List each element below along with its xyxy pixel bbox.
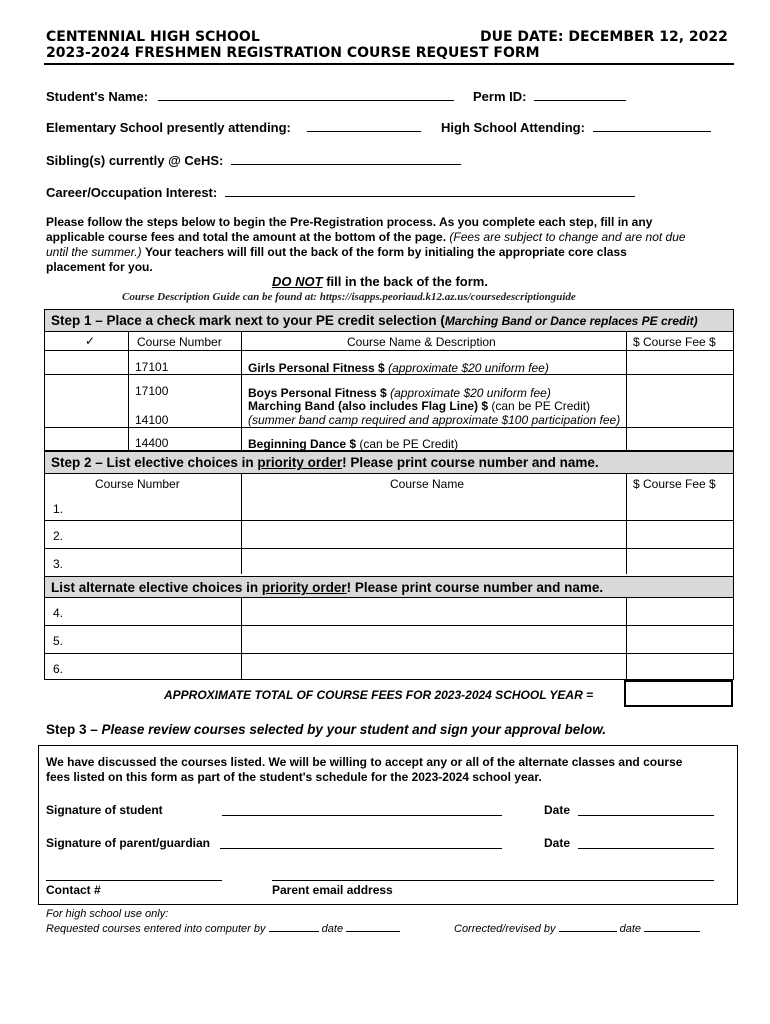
check-girls-fitness[interactable]: [45, 350, 127, 373]
instructions-line-4: placement for you.: [46, 260, 153, 274]
check-header-icon: ✓: [85, 334, 96, 348]
parent-email-line[interactable]: [272, 880, 714, 881]
elementary-field[interactable]: [46, 119, 421, 135]
elementary-label: Elementary School presently attending:: [46, 120, 291, 135]
alternate-title: List alternate elective choices in priority order! Please print course number and name.: [51, 580, 604, 595]
check-boys-fitness-band[interactable]: [45, 374, 127, 426]
step1-col-name: Course Name & Description: [347, 335, 496, 349]
student-name-label: Student's Name:: [46, 89, 149, 104]
step2-header-row: [45, 473, 733, 492]
step1-title-band: [45, 310, 733, 331]
agreement-line-2: fees listed on this form as part of the student's schedule for the 2023-2024 school year.: [46, 770, 542, 784]
table-row: 14400 Beginning Dance $ (can be PE Credit): [45, 427, 733, 428]
career-label: Career/Occupation Interest:: [46, 185, 218, 200]
parent-email-label: Parent email address: [272, 883, 393, 897]
office-use-label: For high school use only:: [46, 908, 169, 920]
contact-line[interactable]: [46, 880, 222, 881]
table-row: 3.: [45, 548, 733, 576]
student-date-label: Date: [544, 803, 571, 817]
parent-date-label: Date: [544, 836, 571, 850]
do-not-notice: DO NOT fill in the back of the form.: [272, 274, 488, 289]
step2-col-fee: $ Course Fee $: [633, 477, 716, 491]
instructions-line-2: applicable course fees and total the amount at the bottom of the page. (Fees are subject to change and are not due: [46, 230, 686, 244]
table-row: 17100 Boys Personal Fitness $ (approximate $20 uniform fee) Marching Band (also includes Flag Line) $ (can be PE Credit) (summer band camp required and approximate $100 participation fee) 14100: [45, 374, 733, 375]
student-name-field[interactable]: [46, 88, 454, 104]
step1-table: [44, 309, 734, 451]
step1-header-row: [45, 331, 733, 350]
career-field[interactable]: [46, 184, 635, 200]
table-row: 4.: [45, 597, 733, 625]
step2-title-band: [45, 452, 733, 473]
agreement-line-1: We have discussed the courses listed. We will be willing to accept any or all of the alternate classes and course: [46, 755, 683, 769]
form-title: 2023-2024 FRESHMEN REGISTRATION COURSE REQUEST FORM: [46, 45, 540, 61]
parent-signature-line[interactable]: [220, 848, 502, 849]
student-date-line[interactable]: [578, 815, 714, 816]
table-row: 2.: [45, 520, 733, 548]
table-row: 6.: [45, 653, 733, 681]
alternate-title-band: [45, 576, 733, 597]
entered-by-line: Requested courses entered into computer by date: [46, 922, 400, 935]
high-school-field[interactable]: [441, 119, 711, 135]
step2-table: [44, 451, 734, 680]
high-school-label: High School Attending:: [441, 120, 585, 135]
check-dance[interactable]: [45, 427, 127, 450]
step1-col-fee: $ Course Fee $: [633, 335, 716, 349]
contact-label: Contact #: [46, 883, 101, 897]
step1-col-number: Course Number: [137, 335, 222, 349]
step1-title: Step 1 – Place a check mark next to your PE credit selection (Marching Band or Dance replaces PE credit): [51, 313, 698, 328]
due-date: DUE DATE: DECEMBER 12, 2022: [480, 29, 728, 45]
table-row: 5.: [45, 625, 733, 653]
instructions-line-3: until the summer.) Your teachers will fill out the back of the form by initialing the appropriate core class: [46, 245, 627, 259]
step2-col-number: Course Number: [95, 477, 180, 491]
sibling-label: Sibling(s) currently @ CeHS:: [46, 153, 224, 168]
table-row: 1.: [53, 502, 64, 516]
instructions-line-1: Please follow the steps below to begin the Pre-Registration process. As you complete each step, fill in any: [46, 215, 653, 229]
school-name: CENTENNIAL HIGH SCHOOL: [46, 29, 260, 45]
step2-title: Step 2 – List elective choices in priority order! Please print course number and name.: [51, 455, 599, 470]
corrected-by-line: Corrected/revised by date: [454, 922, 700, 935]
approval-box: [38, 745, 738, 905]
course-guide-link[interactable]: Course Description Guide can be found at: https://isapps.peoriaud.k12.az.us/coursedescriptionguide: [122, 291, 576, 303]
total-fees-label: APPROXIMATE TOTAL OF COURSE FEES FOR 2023-2024 SCHOOL YEAR =: [164, 688, 594, 702]
perm-id-label: Perm ID:: [473, 89, 527, 104]
header-rule: [44, 63, 734, 65]
step3-title: Step 3 – Please review courses selected by your student and sign your approval below.: [46, 722, 606, 737]
step2-col-name: Course Name: [390, 477, 465, 491]
parent-date-line[interactable]: [578, 848, 714, 849]
table-row: 17101 Girls Personal Fitness $ (approximate $20 uniform fee): [45, 350, 733, 351]
student-signature-label: Signature of student: [46, 803, 163, 817]
perm-id-field[interactable]: [473, 88, 626, 104]
student-signature-line[interactable]: [222, 815, 502, 816]
sibling-field[interactable]: [46, 152, 461, 168]
parent-signature-label: Signature of parent/guardian: [46, 836, 211, 850]
total-fees-input[interactable]: [624, 680, 733, 707]
